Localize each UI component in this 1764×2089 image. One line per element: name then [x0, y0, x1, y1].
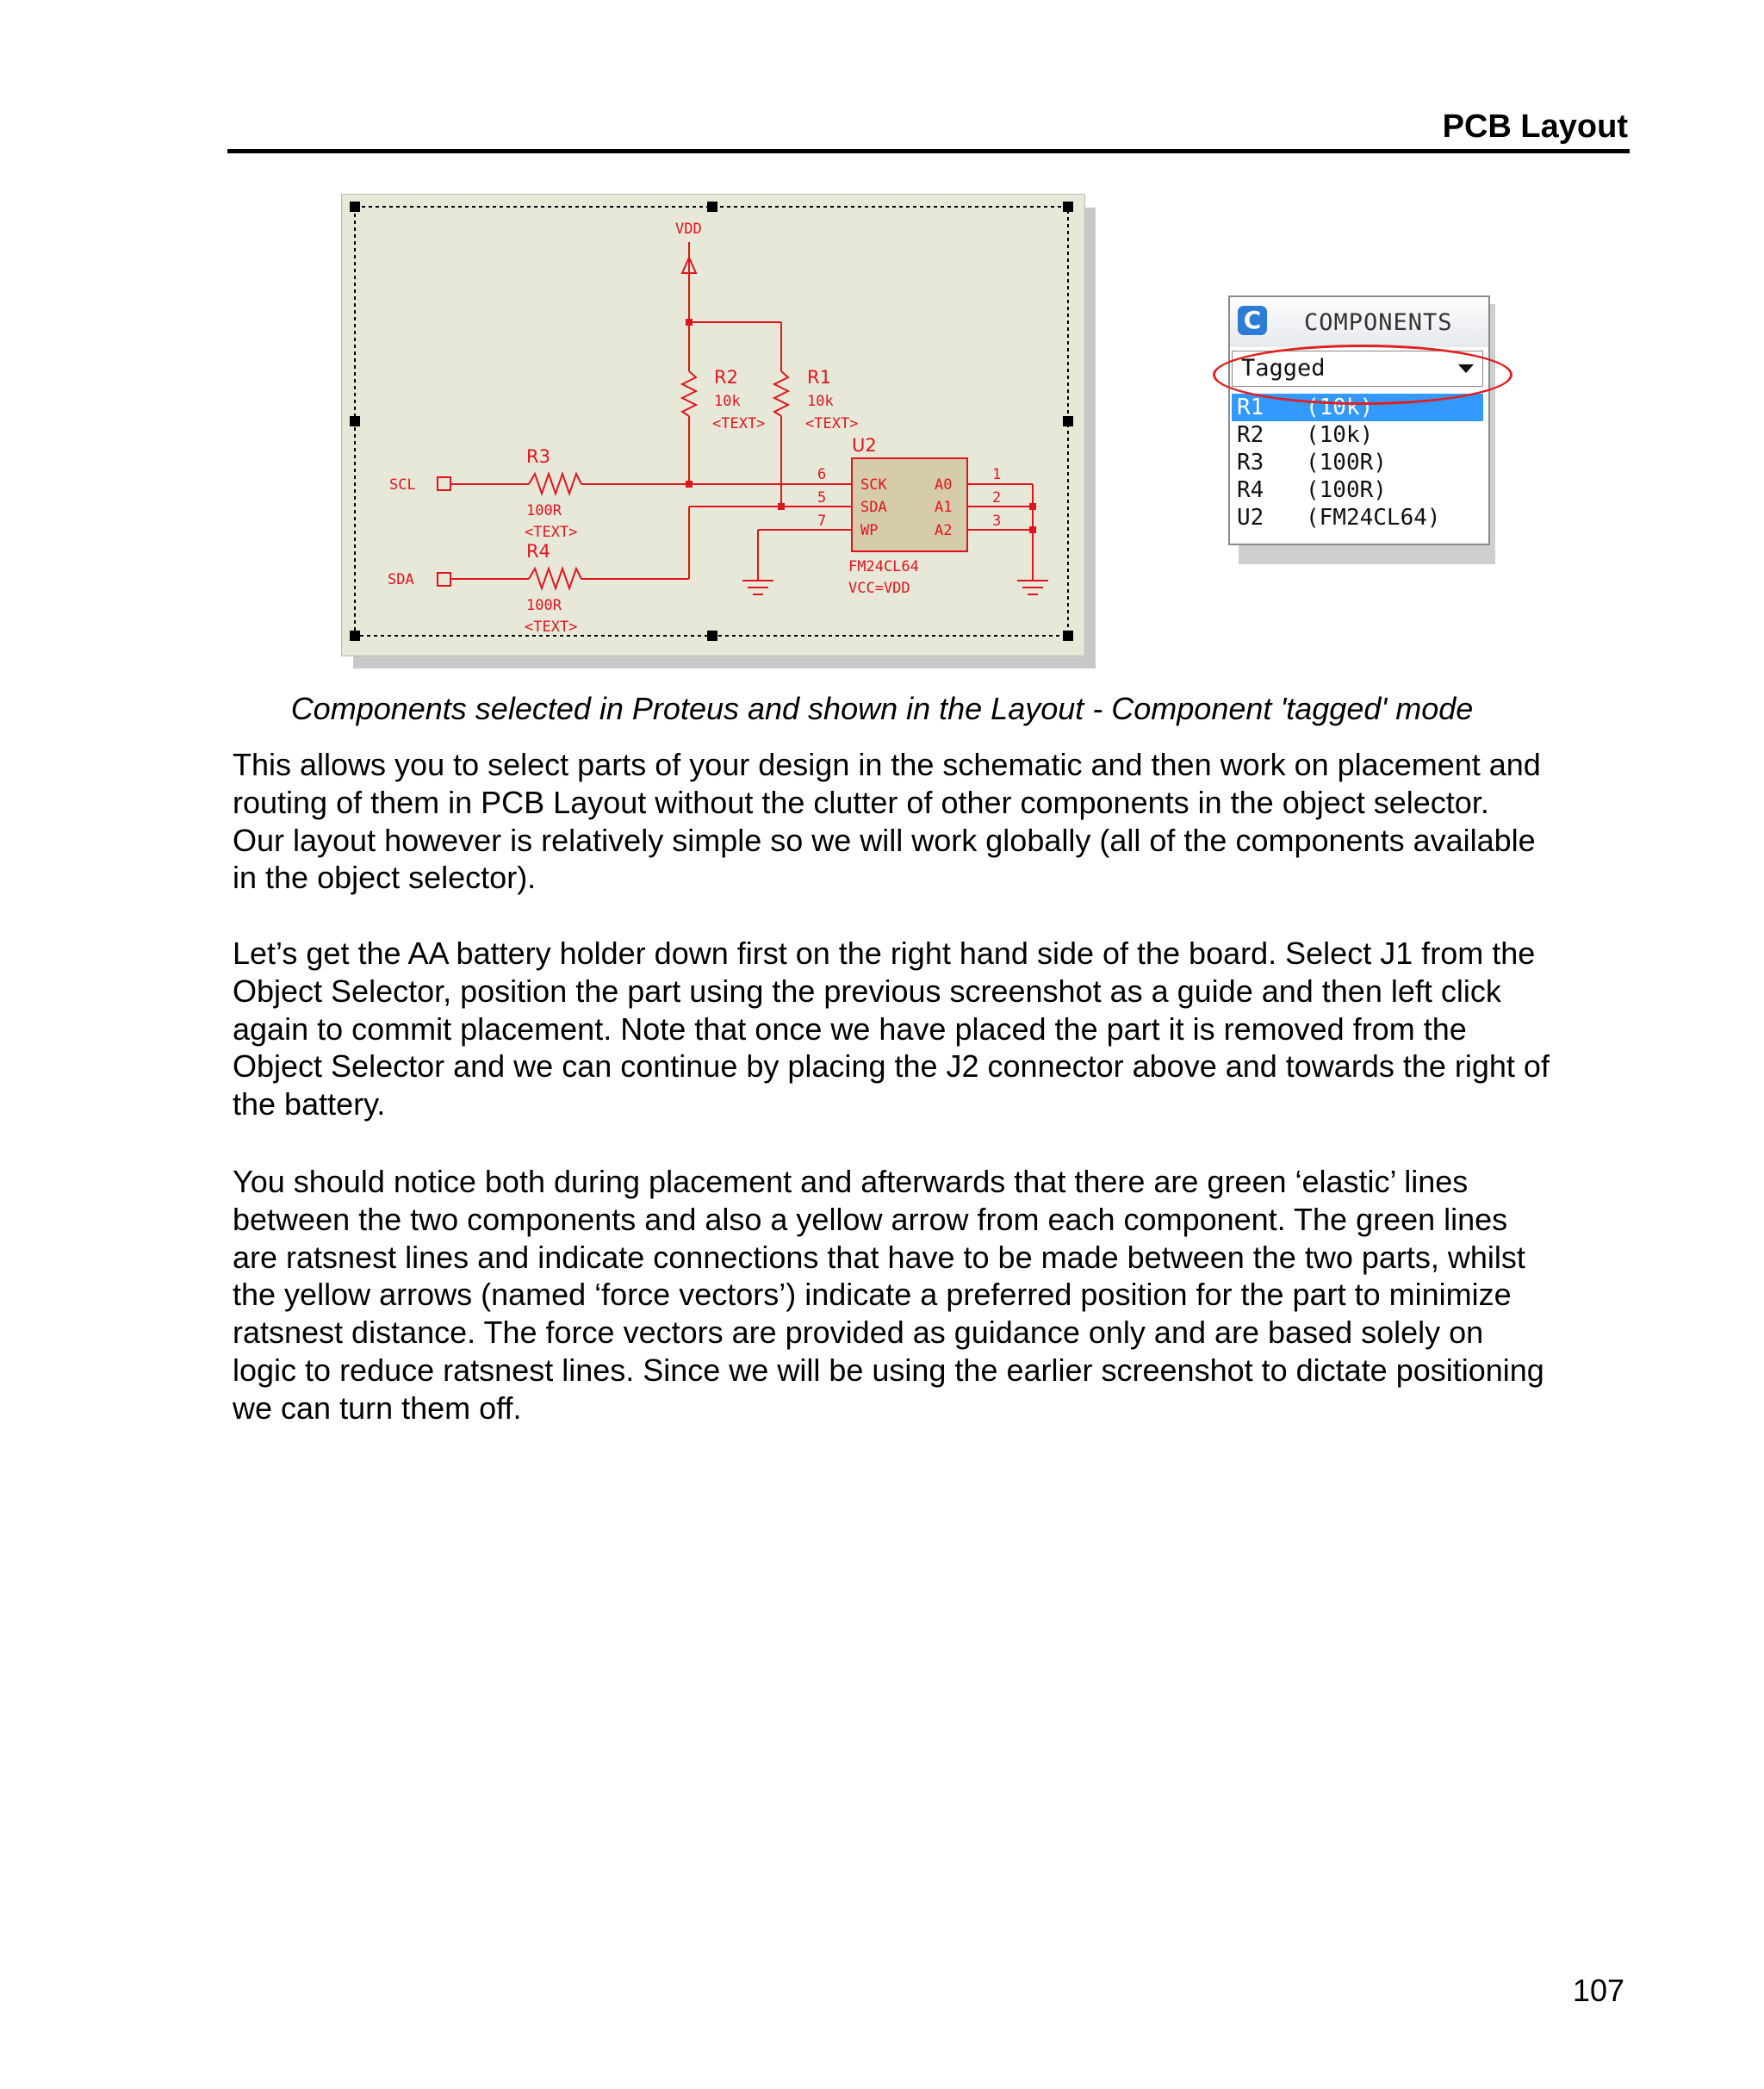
r4-text: <TEXT> — [525, 619, 578, 636]
r2-value: 10k — [714, 393, 741, 410]
chip-a0: A0 — [935, 476, 953, 494]
pin7-label: 7 — [817, 513, 827, 530]
chip-vcc: VCC=VDD — [848, 580, 910, 597]
schematic-panel — [341, 194, 1085, 656]
r1-text: <TEXT> — [805, 415, 859, 432]
r3-ref: R3 — [526, 446, 550, 467]
chip-part: FM24CL64 — [848, 558, 919, 575]
component-value: (100R) — [1306, 477, 1387, 503]
r2-ref: R2 — [714, 367, 738, 388]
u2-ref: U2 — [852, 435, 877, 456]
r4-value: 100R — [526, 597, 562, 614]
component-value: (10k) — [1306, 422, 1374, 448]
figure-caption: Components selected in Proteus and shown in the Layout - Component 'tagged' mode — [290, 691, 1474, 726]
component-id: R4 — [1237, 477, 1264, 503]
schematic-drawing — [342, 195, 1084, 656]
component-id: U2 — [1237, 505, 1264, 531]
components-panel — [1228, 295, 1490, 545]
r2-text: <TEXT> — [712, 415, 766, 432]
schematic-figure — [341, 194, 1084, 655]
r3-text: <TEXT> — [525, 524, 578, 541]
scl-label: SCL — [389, 476, 416, 494]
components-header — [1230, 297, 1488, 347]
pin6-label: 6 — [817, 466, 827, 483]
pin2-label: 2 — [992, 489, 1002, 507]
pin5-label: 5 — [817, 489, 827, 507]
component-item-r4[interactable] — [1232, 476, 1483, 504]
paragraph-1: This allows you to select parts of your design in the schematic and then work on placement and routing of them in PCB Layout without the clutter of other components in the object selector. Our layout however is relatively simple so we will work globally (all of the components available in the object selector). — [233, 747, 1541, 896]
pin1-label: 1 — [992, 466, 1002, 483]
paragraph-3: You should notice both during placement and afterwards that there are green ‘elastic’ lines between the two components and also a yellow arrow from each component. The green lines are ratsnest lines and indicate connections that have to be made between the two parts, whilst the yellow arrows (named ‘force vectors’) indicate a preferred position for the part to minimize ratsnest distance. The force vectors are provided as guidance only and are based solely on logic to reduce ratsnest lines. Since we will be using the earlier screenshot to dictate positioning we can turn them off. — [233, 1164, 1544, 1426]
header-rule — [227, 149, 1630, 153]
chip-sda: SDA — [860, 499, 887, 516]
component-item-u2[interactable] — [1232, 504, 1483, 532]
chip-wp: WP — [860, 522, 879, 539]
component-item-r2[interactable] — [1232, 421, 1483, 449]
component-value: (10k) — [1306, 395, 1374, 420]
component-id: R3 — [1237, 450, 1264, 476]
selection-box — [355, 207, 1068, 636]
page-header-title: PCB Layout — [1442, 109, 1628, 145]
chip-a1: A1 — [935, 499, 953, 516]
component-id: R2 — [1237, 422, 1264, 448]
paragraph-2: Let’s get the AA battery holder down first on the right hand side of the board. Select J1 from the Object Selector, position the part using the previous screenshot as a guide and then left click again to commit placement. Note that once we have placed the part it is removed from the Object Selector and we can continue by placing the J2 connector above and towards the right of the battery. — [233, 936, 1550, 1122]
chip-sck: SCK — [860, 476, 887, 494]
sda-label: SDA — [388, 571, 414, 588]
component-item-r3[interactable] — [1232, 449, 1483, 476]
components-list — [1232, 394, 1483, 532]
components-title: COMPONENTS — [1304, 309, 1453, 336]
pin3-label: 3 — [992, 513, 1002, 530]
r3-value: 100R — [526, 502, 562, 519]
selection-handles — [350, 202, 1073, 641]
r1-value: 10k — [807, 393, 834, 410]
components-filter-value: Tagged — [1241, 355, 1326, 382]
r1-ref: R1 — [807, 367, 831, 388]
component-value: (FM24CL64) — [1306, 505, 1441, 531]
components-logo-icon: C — [1238, 306, 1267, 335]
page-number: 107 — [1572, 1973, 1624, 2008]
r4-ref: R4 — [526, 541, 550, 562]
component-id: R1 — [1237, 395, 1264, 420]
chip-a2: A2 — [935, 522, 953, 539]
highlight-ellipse — [1213, 345, 1512, 405]
vdd-label: VDD — [675, 221, 702, 238]
component-value: (100R) — [1306, 450, 1387, 476]
